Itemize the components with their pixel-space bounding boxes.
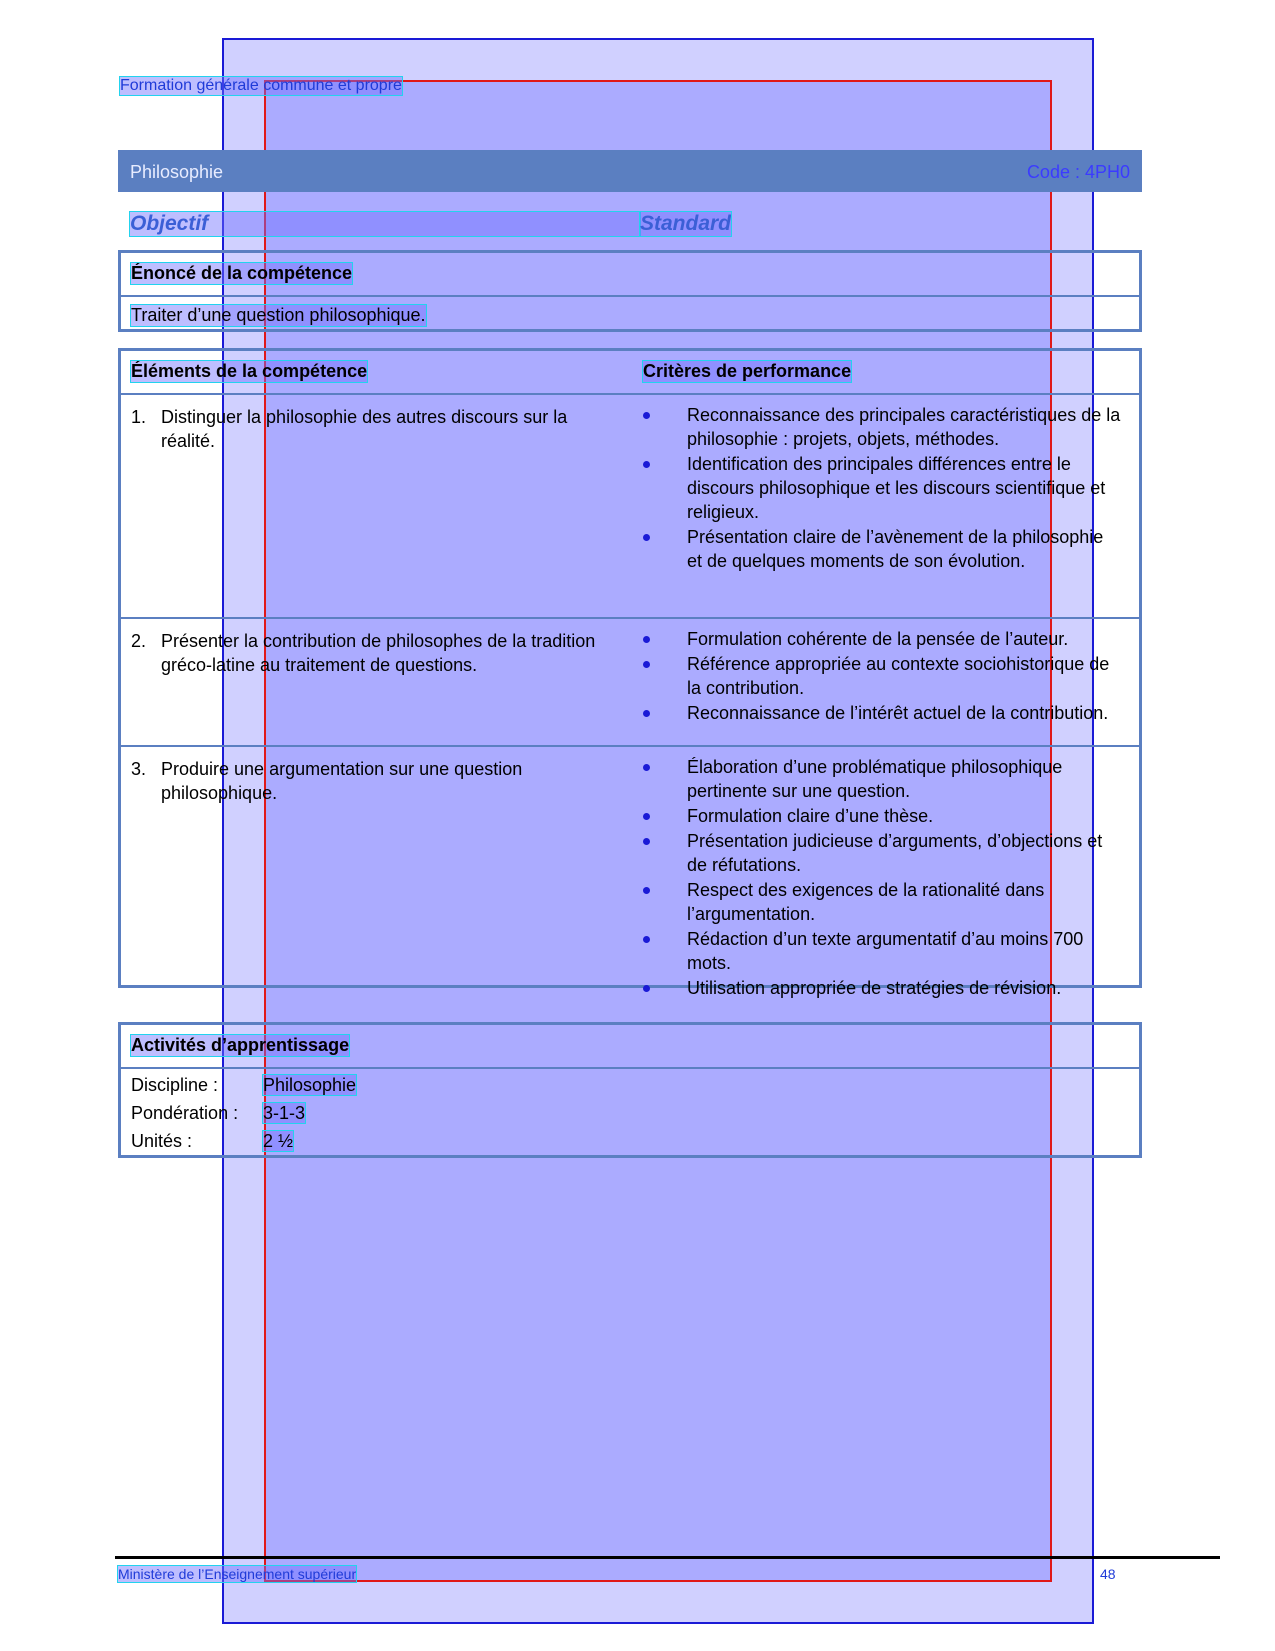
criterion-text: Référence appropriée au contexte sociohistorique de la contribution. (687, 654, 1110, 698)
element-text-block (131, 757, 611, 805)
bullet-icon (643, 636, 650, 643)
bullet-icon (643, 838, 650, 845)
enonce-text: Traiter d’une question philosophique. (131, 305, 426, 325)
criteria-list (643, 403, 1123, 574)
criterion-text: Formulation claire d’une thèse. (687, 806, 934, 826)
criterion-text: Élaboration d’une problématique philosophique pertinente sur une question. (687, 757, 1063, 801)
unites-value: 2 ½ (263, 1131, 294, 1151)
standard-label: Standard (640, 212, 732, 235)
bullet-icon (643, 985, 650, 992)
element-row (121, 619, 1139, 747)
activites-box (118, 1022, 1142, 1158)
activites-heading: Activités d’apprentissage (131, 1035, 350, 1055)
running-header: Formation générale commune et propre (120, 77, 402, 94)
element-text: Présenter la contribution de philosophes de la tradition gréco-latine au traitement de questions. (161, 631, 596, 675)
page-number: 48 (1100, 1566, 1116, 1582)
criterion-text: Présentation claire de l’avènement de la philosophie et de quelques moments de son évolution. (687, 527, 1104, 571)
element-text: Distinguer la philosophie des autres discours sur la réalité. (161, 407, 568, 451)
objectif-label: Objectif (130, 212, 640, 236)
ponderation-line (131, 1103, 305, 1124)
discipline-value: Philosophie (263, 1075, 357, 1095)
enonce-box (118, 250, 1142, 332)
unites-label: Unités : (131, 1131, 193, 1151)
course-title-bar (118, 150, 1142, 192)
criterion-item (643, 652, 1123, 700)
element-number: 1. (131, 407, 147, 427)
activites-body (121, 1069, 1139, 1159)
criterion-text: Présentation judicieuse d’arguments, d’objections et de réfutations. (687, 831, 1103, 875)
criterion-item (643, 701, 1123, 725)
criterion-item (643, 976, 1123, 1000)
discipline-line (131, 1075, 356, 1096)
criteria-list (643, 627, 1123, 726)
footer-rule (115, 1556, 1220, 1559)
criterion-item (643, 829, 1123, 877)
criterion-item (643, 525, 1123, 573)
element-text: Produire une argumentation sur une question philosophique. (161, 759, 523, 803)
criterion-item (643, 755, 1123, 803)
criterion-item (643, 878, 1123, 926)
elements-heading: Éléments de la compétence (131, 361, 368, 381)
element-row (121, 747, 1139, 998)
criterion-text: Utilisation appropriée de stratégies de révision. (687, 978, 1062, 998)
criterion-item (643, 627, 1123, 651)
objective-standard-row (130, 212, 1130, 238)
elements-header (121, 351, 1139, 395)
bullet-icon (643, 412, 650, 419)
element-text-block (131, 405, 611, 453)
criterion-item (643, 403, 1123, 451)
element-number: 2. (131, 631, 147, 651)
criterion-text: Reconnaissance des principales caractéristiques de la philosophie : projets, objets, méthodes. (687, 405, 1121, 449)
bullet-icon (643, 461, 650, 468)
bullet-icon (643, 813, 650, 820)
element-text-block (131, 629, 611, 677)
footer-ministry: Ministère de l’Enseignement supérieur (118, 1566, 357, 1582)
unites-line (131, 1131, 293, 1152)
enonce-header (121, 253, 1139, 297)
criterion-text: Formulation cohérente de la pensée de l’auteur. (687, 629, 1069, 649)
bullet-icon (643, 661, 650, 668)
activites-header (121, 1025, 1139, 1069)
bullet-icon (643, 710, 650, 717)
bullet-icon (643, 936, 650, 943)
criterion-text: Reconnaissance de l’intérêt actuel de la contribution. (687, 703, 1109, 723)
criterion-text: Identification des principales différences entre le discours philosophique et les discours scientifique et religieux. (687, 454, 1106, 522)
elements-box (118, 348, 1142, 998)
bullet-icon (643, 887, 650, 894)
criterion-text: Rédaction d’un texte argumentatif d’au moins 700 mots. (687, 929, 1084, 973)
element-number: 3. (131, 759, 147, 779)
bullet-icon (643, 534, 650, 541)
criterion-item (643, 804, 1123, 828)
bullet-icon (643, 764, 650, 771)
criterion-item (643, 927, 1123, 975)
element-row (121, 395, 1139, 619)
discipline-label: Discipline : (131, 1075, 219, 1095)
criterion-text: Respect des exigences de la rationalité dans l’argumentation. (687, 880, 1045, 924)
ponderation-label: Pondération : (131, 1103, 239, 1123)
enonce-body (121, 297, 1139, 333)
criteria-list (643, 755, 1123, 1001)
course-code: Code : 4PH0 (1026, 162, 1130, 182)
ponderation-value: 3-1-3 (263, 1103, 306, 1123)
criteria-heading: Critères de performance (643, 361, 852, 381)
course-title: Philosophie (130, 162, 224, 182)
enonce-heading: Énoncé de la compétence (131, 263, 353, 283)
criterion-item (643, 452, 1123, 524)
